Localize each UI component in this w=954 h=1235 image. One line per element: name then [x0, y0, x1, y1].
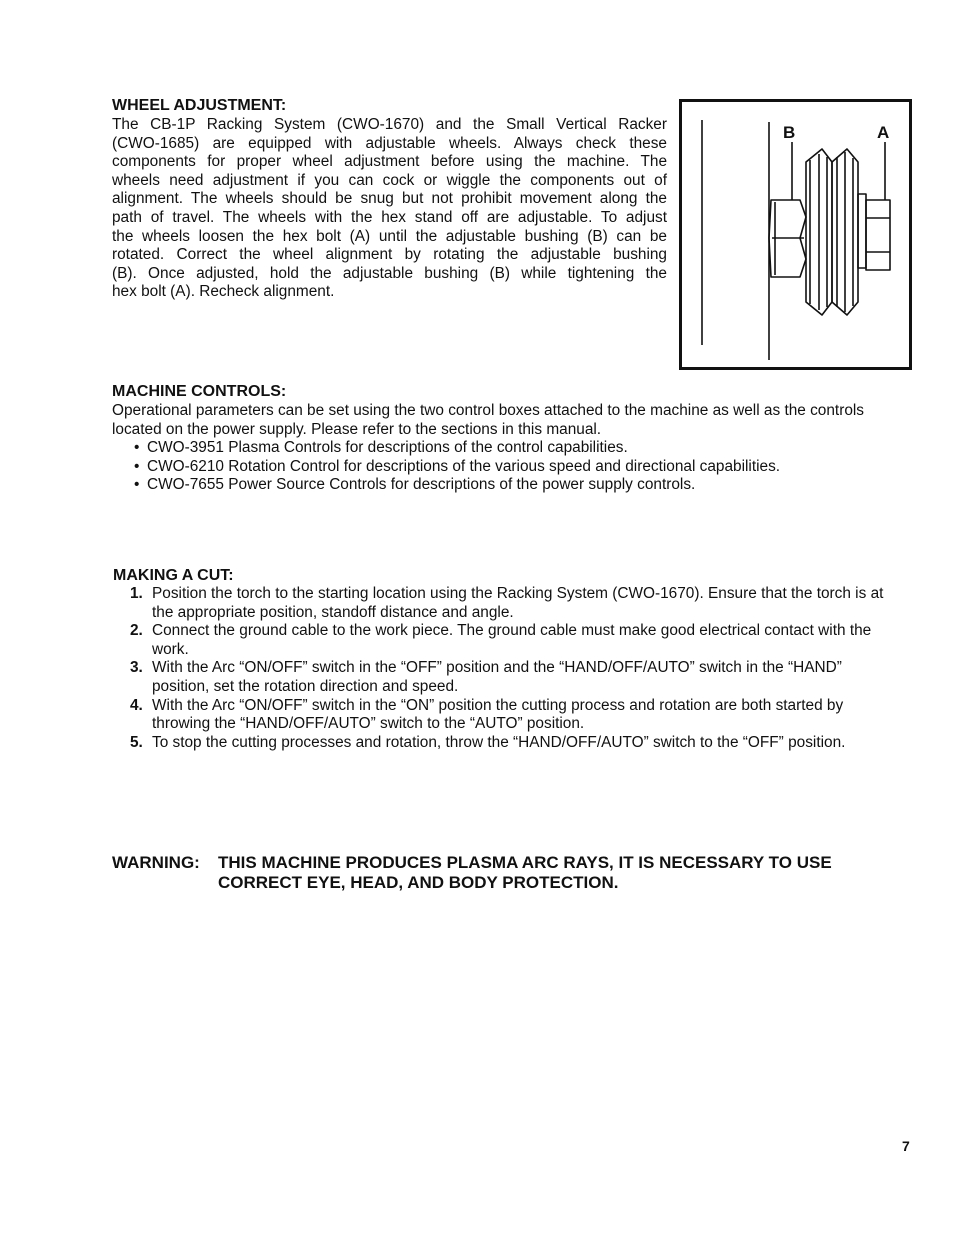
list-item [113, 622, 903, 659]
step-text: With the Arc “ON/OFF” switch in the “ON” position the cutting process and rotation are both started by throwing the “HAND/OFF/AUTO” switch to the “AUTO” position. [152, 696, 844, 733]
step-number: 4. [130, 696, 143, 714]
wheel-text-line: The CB-1P Racking System (CWO-1670) and the Small Vertical Racker [112, 116, 667, 133]
warning-label: WARNING: [112, 853, 200, 872]
step-number: 1. [130, 585, 143, 602]
wheel-text-line: (CWO-1685) are equipped with adjustable wheels. Always check these [112, 134, 667, 152]
step-number: 3. [130, 659, 143, 677]
step-text: Connect the ground cable to the work piece. The ground cable must make good electrical contact with the work. [152, 622, 872, 658]
wheel-text-line: path of travel. The wheels with the hex stand off are adjustable. To adjust [112, 208, 667, 226]
wheel-text-line: the wheels loosen the hex bolt (A) until the adjustable bushing (B) can be [112, 227, 667, 245]
label-a: A [877, 123, 890, 142]
list-item [113, 585, 903, 622]
page-number: 7 [902, 1138, 910, 1154]
wheel-adjustment-text [112, 116, 667, 302]
list-item [113, 734, 903, 753]
wheel-diagram [682, 102, 909, 367]
list-item: • CWO-3951 Plasma Controls for descriptions of the control capabilities. [112, 439, 902, 458]
list-item [113, 697, 903, 734]
label-b: B [783, 123, 796, 142]
wheel-text-line: components for proper wheel adjustment before using the machine. The [112, 153, 667, 171]
wheel-text-line: rotated. Correct the wheel alignment by rotating the adjustable bushing [112, 246, 667, 264]
step-text: To stop the cutting processes and rotation, throw the “HAND/OFF/AUTO” switch to the “OFF” position. [152, 733, 846, 751]
wheel-adjustment-heading: WHEEL ADJUSTMENT: [112, 97, 287, 114]
making-a-cut-heading: MAKING A CUT: [113, 567, 234, 584]
list-item: • CWO-7655 Power Source Controls for descriptions of the power supply controls. [112, 476, 902, 495]
warning-text: THIS MACHINE PRODUCES PLASMA ARC RAYS, IT IS NECESSARY TO USE CORRECT EYE, HEAD, AND BODY PROTECTION. [218, 853, 832, 892]
list-item: • CWO-6210 Rotation Control for descriptions of the various speed and directional capabilities. [112, 458, 902, 477]
step-text: Position the torch to the starting location using the Racking System (CWO-1670). Ensure that the torch is at the appropriate position, standoff distance and angle. [152, 585, 884, 621]
machine-controls-heading: MACHINE CONTROLS: [112, 383, 287, 400]
machine-controls-intro: Operational parameters can be set using the two control boxes attached to the machine as well as the controls located on the power supply. Please refer to the sections in this manual. [112, 402, 864, 438]
list-item [113, 659, 903, 696]
step-number: 5. [130, 733, 143, 751]
step-text: With the Arc “ON/OFF” switch in the “OFF” position and the “HAND/OFF/AUTO” switch in the “HAND” position, set the rotation direction and speed. [152, 659, 842, 695]
steps-list [113, 585, 903, 752]
wheel-text-line: wheels need adjustment if you can cock or wiggle the components out of [112, 171, 667, 189]
wheel-text-line: (B). Once adjusted, hold the adjustable bushing (B) while tightening the [112, 264, 667, 282]
wheel-text-line: hex bolt (A). Recheck alignment. [112, 283, 335, 301]
step-number: 2. [130, 622, 143, 640]
wheel-text-line: alignment. The wheels should be snug but not prohibit movement along the [112, 190, 667, 208]
machine-controls-section [112, 402, 902, 495]
controls-list [112, 439, 902, 495]
wheel-adjustment-figure [679, 99, 912, 370]
making-a-cut-section [113, 585, 903, 752]
